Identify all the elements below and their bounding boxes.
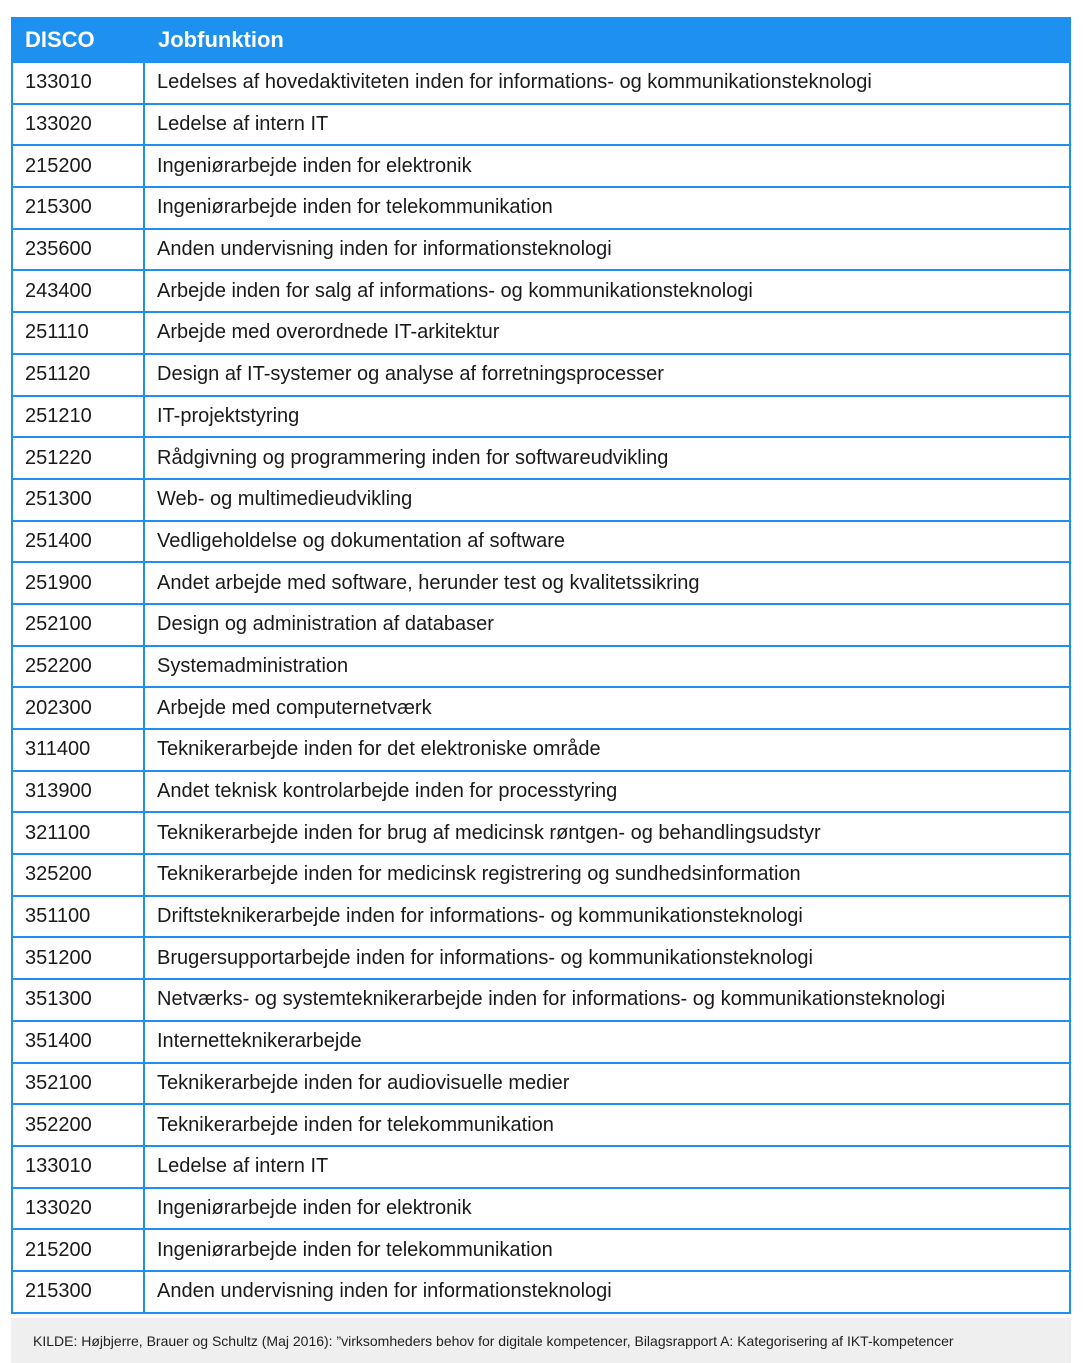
jobfunktion-cell: Design og administration af databaser	[157, 613, 494, 636]
disco-code-cell: 352100	[13, 1064, 145, 1104]
table-row	[13, 978, 1069, 1020]
table-row	[13, 144, 1069, 186]
table-row	[13, 520, 1069, 562]
disco-code-cell: 133010	[13, 63, 145, 103]
table-row	[13, 770, 1069, 812]
table-row	[13, 353, 1069, 395]
table-row	[13, 395, 1069, 437]
disco-code-cell: 251120	[13, 355, 145, 395]
table-row	[13, 936, 1069, 978]
disco-code-cell: 352200	[13, 1105, 145, 1145]
jobfunktion-cell: Arbejde med overordnede IT-arkitektur	[157, 321, 500, 344]
jobfunktion-cell: Teknikerarbejde inden for telekommunikation	[157, 1113, 554, 1136]
source-text: KILDE: Højbjerre, Brauer og Schultz (Maj 2016): ”virksomheders behov for digitale kompetencer, Bilagsrapport A: Kategorisering af IKT-kompetencer	[33, 1332, 954, 1349]
table-row	[13, 603, 1069, 645]
jobfunktion-cell: Internetteknikerarbejde	[157, 1030, 362, 1053]
disco-code-cell: 251400	[13, 522, 145, 562]
table-row	[13, 561, 1069, 603]
jobfunktion-cell: Andet teknisk kontrolarbejde inden for processtyring	[157, 780, 618, 803]
table-row	[13, 436, 1069, 478]
jobfunktion-cell: Anden undervisning inden for informationsteknologi	[157, 238, 612, 261]
disco-code-cell: 235600	[13, 230, 145, 270]
jobfunktion-cell: Vedligeholdelse og dokumentation af software	[157, 529, 566, 552]
disco-code-cell: 215200	[13, 146, 145, 186]
disco-code-cell: 133010	[13, 1147, 145, 1187]
jobfunktion-cell: Anden undervisning inden for informationsteknologi	[157, 1280, 612, 1303]
jobfunktion-cell: Systemadministration	[157, 654, 349, 677]
jobfunktion-cell: Web- og multimedieudvikling	[157, 488, 413, 511]
header-jobfunktion: Jobfunktion	[158, 27, 284, 52]
table-row	[13, 311, 1069, 353]
jobfunktion-cell: Ledelse af intern IT	[157, 113, 329, 136]
table-row	[13, 103, 1069, 145]
jobfunktion-cell: Ingeniørarbejde inden for telekommunikation	[157, 1238, 553, 1261]
table-row	[13, 1103, 1069, 1145]
jobfunktion-cell: Arbejde med computernetværk	[157, 696, 432, 719]
jobfunktion-cell: Andet arbejde med software, herunder test og kvalitetssikring	[157, 571, 700, 594]
table-header	[13, 19, 1069, 61]
table-row	[13, 645, 1069, 687]
disco-code-cell: 313900	[13, 772, 145, 812]
disco-code-cell: 133020	[13, 105, 145, 145]
jobfunktion-cell: Netværks- og systemteknikerarbejde inden for informations- og kommunikationsteknologi	[157, 988, 946, 1011]
disco-code-cell: 321100	[13, 813, 145, 853]
disco-code-cell: 243400	[13, 271, 145, 311]
disco-code-cell: 215200	[13, 1230, 145, 1270]
table-row	[13, 1062, 1069, 1104]
disco-code-cell: 351400	[13, 1022, 145, 1062]
jobfunktion-cell: Ingeniørarbejde inden for telekommunikation	[157, 196, 553, 219]
jobfunktion-cell: Design af IT-systemer og analyse af forretningsprocesser	[157, 363, 664, 386]
table-row	[13, 228, 1069, 270]
disco-code-cell: 251210	[13, 397, 145, 437]
disco-code-cell: 252200	[13, 647, 145, 687]
disco-code-cell: 251220	[13, 438, 145, 478]
jobfunktion-cell: Teknikerarbejde inden for audiovisuelle medier	[157, 1071, 570, 1094]
jobfunktion-cell: Driftsteknikerarbejde inden for informations- og kommunikationsteknologi	[157, 905, 803, 928]
disco-code-cell: 251300	[13, 480, 145, 520]
table-row	[13, 895, 1069, 937]
table-row	[13, 1270, 1069, 1312]
disco-code-cell: 325200	[13, 855, 145, 895]
jobfunktion-cell: Brugersupportarbejde inden for informations- og kommunikationsteknologi	[157, 946, 813, 969]
jobfunktion-cell: Ingeniørarbejde inden for elektronik	[157, 1196, 472, 1219]
jobfunktion-cell: Teknikerarbejde inden for det elektroniske område	[157, 738, 601, 761]
jobfunktion-cell: Arbejde inden for salg af informations- og kommunikationsteknologi	[157, 279, 753, 302]
disco-code-cell: 252100	[13, 605, 145, 645]
table-row	[13, 728, 1069, 770]
disco-code-cell: 202300	[13, 688, 145, 728]
jobfunktion-cell: Ingeniørarbejde inden for elektronik	[157, 154, 472, 177]
jobfunktion-cell: Teknikerarbejde inden for medicinsk registrering og sundhedsinformation	[157, 863, 801, 886]
table-body	[13, 61, 1069, 1312]
table-row	[13, 269, 1069, 311]
disco-code-cell: 351100	[13, 897, 145, 937]
jobfunktion-cell: Ledelses af hovedaktiviteten inden for informations- og kommunikationsteknologi	[157, 71, 872, 94]
table-row	[13, 61, 1069, 103]
disco-code-cell: 215300	[13, 1272, 145, 1312]
table-row	[13, 686, 1069, 728]
disco-table	[11, 17, 1071, 1314]
table-row	[13, 1145, 1069, 1187]
disco-code-cell: 251110	[13, 313, 145, 353]
jobfunktion-cell: Teknikerarbejde inden for brug af medicinsk røntgen- og behandlingsudstyr	[157, 821, 821, 844]
table-row	[13, 853, 1069, 895]
table-row	[13, 478, 1069, 520]
table-row	[13, 1020, 1069, 1062]
disco-code-cell: 351200	[13, 938, 145, 978]
table-row	[13, 1228, 1069, 1270]
disco-code-cell: 251900	[13, 563, 145, 603]
table-row	[13, 811, 1069, 853]
table-row	[13, 1187, 1069, 1229]
jobfunktion-cell: Rådgivning og programmering inden for softwareudvikling	[157, 446, 669, 469]
disco-code-cell: 311400	[13, 730, 145, 770]
disco-code-cell: 351300	[13, 980, 145, 1020]
header-disco: DISCO	[25, 27, 95, 52]
jobfunktion-cell: IT-projektstyring	[157, 404, 300, 427]
table-row	[13, 186, 1069, 228]
disco-code-cell: 215300	[13, 188, 145, 228]
jobfunktion-cell: Ledelse af intern IT	[157, 1155, 329, 1178]
source-footer	[11, 1318, 1071, 1363]
disco-code-cell: 133020	[13, 1189, 145, 1229]
